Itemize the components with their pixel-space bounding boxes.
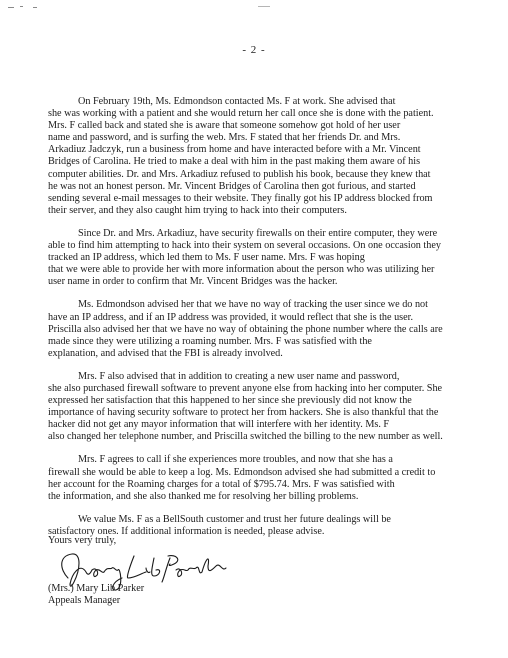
text-line: Mrs. F also advised that in addition to creating a new user name and password, [78, 370, 400, 382]
scan-speck [258, 6, 270, 7]
text-line: satisfactory ones. If additional information is needed, please advise. [48, 525, 325, 537]
paragraph [48, 228, 480, 288]
text-line: We value Ms. F as a BellSouth customer and trust her future dealings will be [78, 513, 391, 525]
text-line: their server, and they also caught him trying to hack into their computers. [48, 204, 347, 216]
text-line: computer abilities. Dr. and Mrs. Arkadiuz refused to publish his book, because they knew that [48, 168, 431, 180]
text-line: sending several e-mail messages to their website. They finally got his IP address blocked from [48, 192, 433, 204]
text-line: Priscilla also advised her that we have no way of obtaining the phone number where the calls are [48, 323, 443, 335]
text-line: Bridges of Carolina. He tried to make a deal with him in the past making them aware of his [48, 156, 421, 168]
signer-name: (Mrs.) Mary Lib Parker [48, 583, 145, 594]
text-line: Ms. Edmondson advised her that we have no way of tracking the user since we do not [78, 299, 428, 311]
text-line: the information, and she also thanked me for resolving her billing problems. [48, 490, 359, 502]
text-line: he was not an honest person. Mr. Vincent Bridges of Carolina then got furious, and started [48, 180, 416, 192]
text-line: able to find him attempting to hack into their system on several occasions. On one occasion they [48, 240, 441, 252]
paragraph [48, 371, 480, 444]
signer-title: Appeals Manager [48, 595, 121, 607]
text-line: that we were able to provide her with more information about the person who was utilizing her [48, 264, 435, 276]
text-line: explanation, and advised that the FBI is already involved. [48, 347, 283, 359]
scan-speck [20, 6, 23, 7]
text-line: have an IP address, and if an IP address was provided, it would reflect that she is the user. [48, 311, 414, 323]
paragraph [48, 96, 480, 217]
text-line: hacker did not get any mayor information that will interfere with her identity. Ms. F [48, 419, 390, 431]
text-line: expressed her satisfaction that this happened to her since she previously did not know the [48, 395, 412, 407]
text-line: firewall she would be able to keep a log. Ms. Edmondson advised she had submitted a credit to [48, 466, 436, 478]
text-line: made since they were utilizing a roaming number. Mrs. F was satisfied with the [48, 335, 372, 347]
paragraph [48, 454, 480, 502]
text-line: name and password, and is surfing the web. Mrs. F stated that her friends Dr. and Mrs. [48, 132, 401, 144]
scan-speck [8, 7, 14, 8]
text-line: On February 19th, Ms. Edmondson contacted Ms. F at work. She advised that [78, 96, 396, 107]
text-line: she was working with a patient and she would return her call once she is done with the patient. [48, 108, 434, 120]
signer-block [48, 583, 144, 607]
text-line: she also purchased firewall software to prevent anyone else from hacking into her computer. She [48, 382, 443, 394]
text-line: Arkadiuz Jadczyk, run a business from home and have interacted before with a Mr. Vincent [48, 144, 421, 156]
page-number: - 2 - [242, 44, 266, 56]
letter-body [48, 96, 480, 549]
text-line: Mrs. F agrees to call if she experiences more troubles, and now that she has a [78, 454, 393, 466]
text-line: tracked an IP address, which led them to Ms. F user name. Mrs. F was hoping [48, 252, 365, 264]
text-line: importance of having security software to protect her from hackers. She is also thankful that the [48, 407, 439, 419]
scan-speck [33, 7, 37, 8]
text-line: Since Dr. and Mrs. Arkadiuz, have security firewalls on their entire computer, they were [78, 227, 438, 239]
closing-salutation: Yours very truly, [48, 535, 117, 546]
text-line: Mrs. F called back and stated she is aware that someone somehow got hold of her user [48, 120, 401, 132]
text-line: user name in order to confirm that Mr. Vincent Bridges was the hacker. [48, 276, 338, 288]
text-line: her account for the Roaming charges for a total of $795.74. Mrs. F was satisfied with [48, 478, 395, 490]
paragraph [48, 299, 480, 359]
text-line: also changed her telephone number, and Priscilla switched the billing to the new number as well. [48, 431, 443, 443]
